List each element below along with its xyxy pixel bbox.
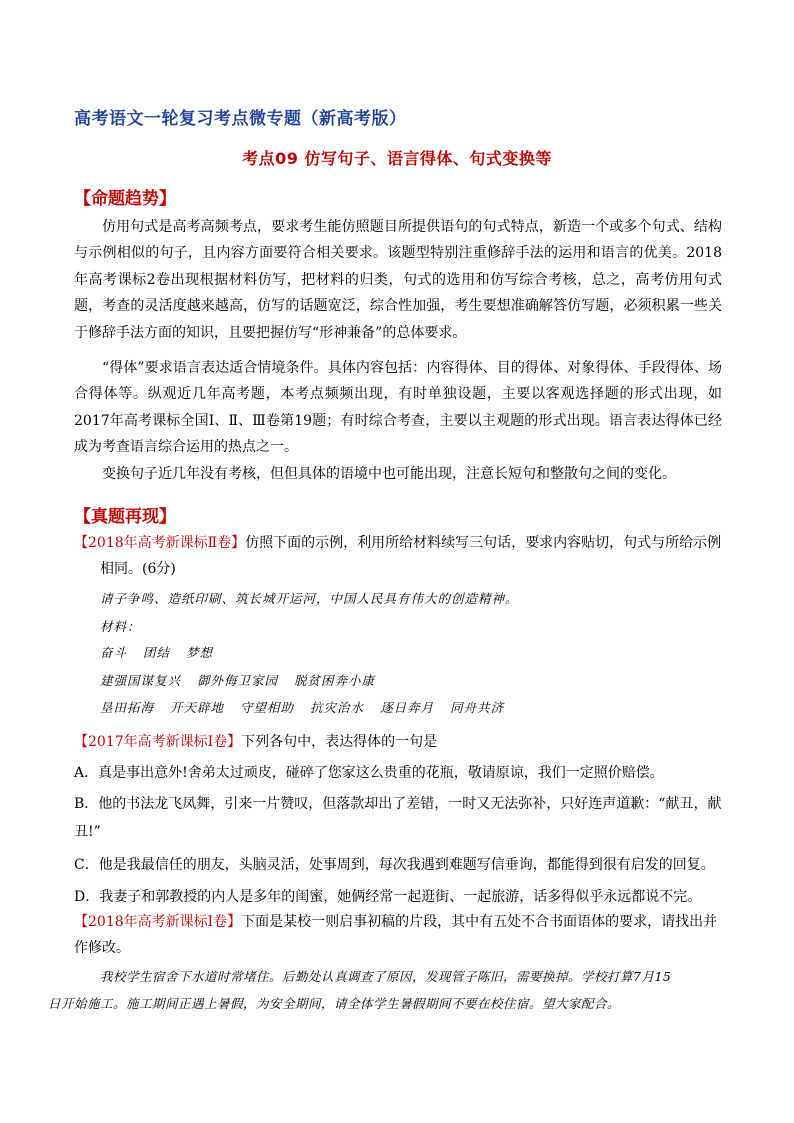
trend-paragraph-3: 变换句子近几年没有考核，但但具体的语境中也可能出现，注意长短句和整散句之间的变化。 <box>102 466 676 482</box>
material-item: 奋斗 <box>100 645 128 660</box>
question-2-source: 【2017年高考新课标Ⅰ卷】 <box>74 734 242 750</box>
material-item: 团结 <box>143 645 171 660</box>
question-1 <box>74 530 722 582</box>
question-3-source: 【2018年高考新课标Ⅰ卷】 <box>74 914 242 930</box>
question-1-text-cont: 相同。(6分) <box>100 561 176 577</box>
question-2 <box>74 729 722 755</box>
material-item: 抗灾治水 <box>310 700 365 715</box>
notice-draft <box>48 963 722 1017</box>
question-3 <box>74 909 722 961</box>
material-label: 材料： <box>100 619 141 634</box>
material-item: 垦田拓海 <box>100 700 155 715</box>
option-a: A．真是事出意外!舍弟太过顽皮，碰碎了您家这么贵重的花瓶，敬请原谅，我们一定照价赔偿。 <box>74 765 664 781</box>
material-item: 守望相助 <box>240 700 295 715</box>
material-item: 梦想 <box>186 645 214 660</box>
material-row-1 <box>100 643 229 661</box>
option-c: C．他是我最信任的朋友，头脑灵活，处事周到，每次我遇到难题写信垂询，都能得到很有启发的回复。 <box>74 857 715 873</box>
trend-heading: 【命题趋势】 <box>74 189 176 209</box>
question-2-text: 下列各句中，表达得体的一句是 <box>241 734 438 750</box>
material-item: 建强国谋复兴 <box>100 673 182 688</box>
question-1-text: 仿照下面的示例，利用所给材料续写三句话，要求内容贴切，句式与所给示例 <box>245 535 722 551</box>
series-title: 高考语文一轮复习考点微专题（新高考版） <box>74 109 407 129</box>
review-heading: 【真题再现】 <box>74 507 176 527</box>
material-row-3 <box>100 698 520 716</box>
notice-line-1: 我校学生宿舍下水道时常堵住。后勤处认真调查了原因，发现管子陈旧，需要换掉。学校打算7月15 <box>100 969 672 984</box>
material-item: 逐日奔月 <box>380 700 435 715</box>
material-item: 同舟共济 <box>450 700 505 715</box>
option-d: D．我妻子和郭教授的内人是多年的闺蜜，她俩经常一起逛街、一起旅游，话多得似乎永远都说不完。 <box>74 889 702 905</box>
question-1-example: 请子争鸣、造纸印刷、筑长城开运河，中国人民具有伟大的创造精神。 <box>100 591 519 606</box>
question-1-source: 【2018年高考新课标Ⅱ卷】 <box>74 535 246 551</box>
option-b-line-1: B．他的书法龙飞凤舞，引来一片赞叹，但落款却出了差错，一时又无法弥补，只好连声道歉：“献丑，献 <box>74 796 722 812</box>
material-item: 御外侮卫家园 <box>197 673 279 688</box>
material-item: 开天辟地 <box>170 700 225 715</box>
question-3-text-cont: 作修改。 <box>74 940 130 956</box>
trend-paragraph-2: “得体”要求语言表达适合情境条件。具体内容包括：内容得体、目的得体、对象得体、手段得体、场合得体等。纵观近几年高考题，本考点频频出现，有时单独设题，主要以客观选择题的形式出现，如2017年高考课标全国Ⅰ、Ⅱ、Ⅲ卷第19题；有时综合考查，主要以主观题的形式出现。语言表达得体已经成为考查语言综合运用的热点之一。 <box>74 360 722 456</box>
option-b <box>74 790 722 846</box>
trend-paragraph-1: 仿用句式是高考高频考点，要求考生能仿照题目所提供语句的句式特点，新造一个或多个句式、结构与示例相似的句子，且内容方面要符合相关要求。该题型特别注重修辞手法的运用和语言的优美。2018年高考课标2卷出现根据材料仿写，把材料的归类，句式的选用和仿写综合考核，总之，高考仿用句式题，考查的灵活度越来越高，仿写的话题宽泛，综合性加强，考生要想准确解答仿写题，必须积累一些关于修辞手法方面的知识，且要把握仿写“形神兼备”的总体要求。 <box>74 219 722 341</box>
option-b-line-2: 丑!” <box>74 824 101 840</box>
notice-line-2: 日开始施工。施工期间正遇上暑假，为安全期间，请全体学生暑假期间不要在校住宿。望大家配合。 <box>48 996 621 1011</box>
material-item: 脱贫困奔小康 <box>294 673 376 688</box>
question-3-text: 下面是某校一则启事初稿的片段，其中有五处不合书面语体的要求，请找出并 <box>241 914 718 930</box>
topic-title: 考点09 仿写句子、语言得体、句式变换等 <box>242 149 552 168</box>
material-row-2 <box>100 671 391 689</box>
